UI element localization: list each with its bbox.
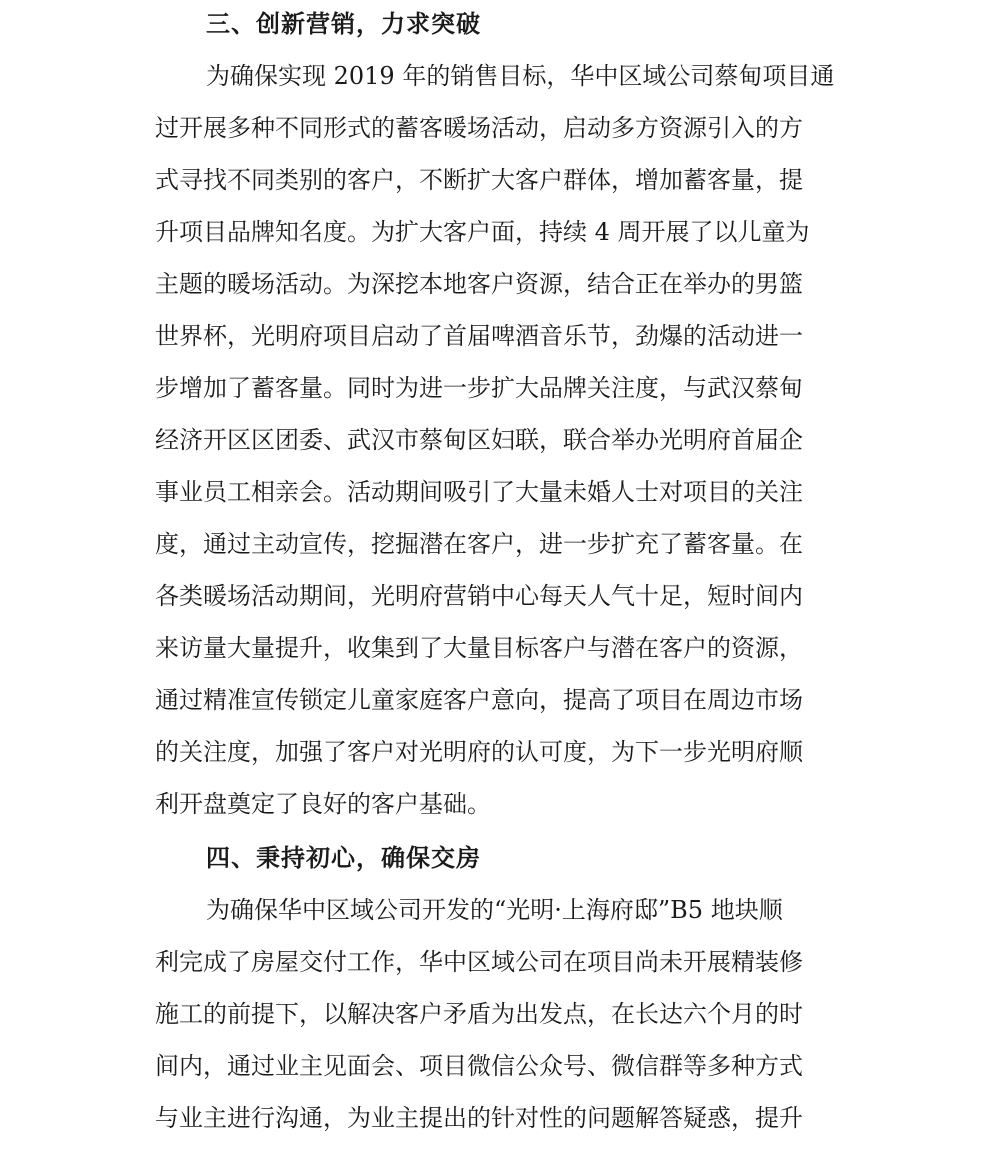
paragraph-line-text: 与业主进行沟通，为业主提出的针对性的问题解答疑惑，提升 <box>155 1104 803 1132</box>
paragraph-line <box>0 104 1000 152</box>
paragraph-line-text: 式寻找不同类别的客户，不断扩大客户群体，增加蓄客量，提 <box>155 166 803 194</box>
paragraph-line-text: 间内，通过业主见面会、项目微信公众号、微信群等多种方式 <box>155 1052 803 1080</box>
paragraph-line-text: 经济开区区团委、武汉市蔡甸区妇联，联合举办光明府首届企 <box>155 426 803 454</box>
paragraph-line <box>0 520 1000 568</box>
paragraph-line <box>0 364 1000 412</box>
paragraph-line <box>0 728 1000 776</box>
paragraph-line-text: 为确保华中区域公司开发的“光明·上海府邸”B5 地块顺 <box>206 896 783 924</box>
paragraph-line-text: 度，通过主动宣传，挖掘潜在客户，进一步扩充了蓄客量。在 <box>155 530 803 558</box>
section-heading-text: 三、创新营销，力求突破 <box>206 9 481 38</box>
section-heading-text: 四、秉持初心，确保交房 <box>206 843 481 872</box>
paragraph-line <box>0 312 1000 360</box>
paragraph-line-text: 升项目品牌知名度。为扩大客户面，持续 4 周开展了以儿童为 <box>155 218 810 246</box>
paragraph-line <box>0 780 1000 828</box>
paragraph-line-text: 施工的前提下，以解决客户矛盾为出发点，在长达六个月的时 <box>155 1000 803 1028</box>
paragraph-line <box>0 208 1000 256</box>
section-heading <box>0 0 1000 48</box>
paragraph-line-text: 各类暖场活动期间，光明府营销中心每天人气十足，短时间内 <box>155 582 803 610</box>
paragraph-line-text: 为确保实现 2019 年的销售目标，华中区域公司蔡甸项目通 <box>206 62 835 90</box>
paragraph-line-text: 来访量大量提升，收集到了大量目标客户与潜在客户的资源， <box>155 634 803 662</box>
paragraph-line <box>0 260 1000 308</box>
paragraph-line-text: 步增加了蓄客量。同时为进一步扩大品牌关注度，与武汉蔡甸 <box>155 374 803 402</box>
paragraph-line <box>0 938 1000 986</box>
paragraph-line <box>0 156 1000 204</box>
paragraph-line-text: 过开展多种不同形式的蓄客暖场活动，启动多方资源引入的方 <box>155 114 803 142</box>
paragraph-line <box>0 990 1000 1038</box>
paragraph-line <box>0 468 1000 516</box>
paragraph-line-text: 利开盘奠定了良好的客户基础。 <box>155 790 491 818</box>
paragraph-line <box>0 1094 1000 1142</box>
paragraph-line-text: 通过精准宣传锁定儿童家庭客户意向，提高了项目在周边市场 <box>155 686 803 714</box>
paragraph-line-text: 利完成了房屋交付工作，华中区域公司在项目尚未开展精装修 <box>155 948 803 976</box>
paragraph-line-text: 世界杯，光明府项目启动了首届啤酒音乐节，劲爆的活动进一 <box>155 322 803 350</box>
paragraph-line <box>0 624 1000 672</box>
paragraph-line <box>0 886 1000 934</box>
paragraph-line-text: 主题的暖场活动。为深挖本地客户资源，结合正在举办的男篮 <box>155 270 803 298</box>
paragraph-line <box>0 416 1000 464</box>
paragraph-line <box>0 1042 1000 1090</box>
paragraph-line-text: 事业员工相亲会。活动期间吸引了大量未婚人士对项目的关注 <box>155 478 803 506</box>
paragraph-line <box>0 52 1000 100</box>
section-heading <box>0 834 1000 882</box>
paragraph-line <box>0 572 1000 620</box>
paragraph-line <box>0 676 1000 724</box>
paragraph-line-text: 的关注度，加强了客户对光明府的认可度，为下一步光明府顺 <box>155 738 803 766</box>
